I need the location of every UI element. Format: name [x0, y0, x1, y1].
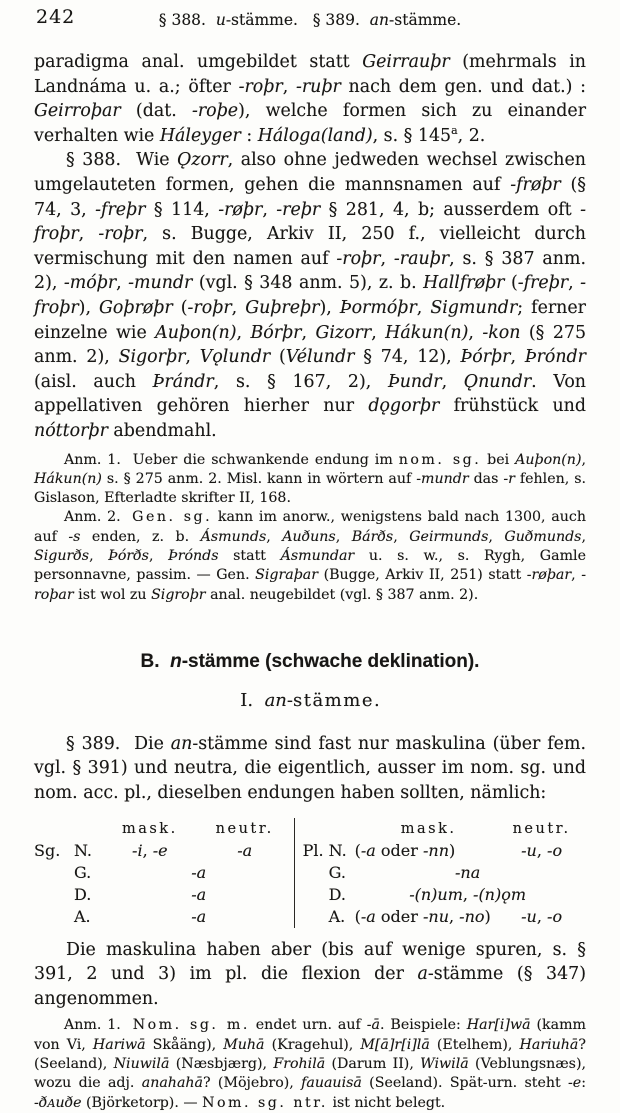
- pl-g-label: G.: [328, 863, 346, 883]
- sg-g-ending: -a: [191, 863, 207, 883]
- sg-mask-header: mask.: [121, 820, 178, 837]
- pl-n-label: N.: [328, 841, 347, 861]
- sg-n-neutr: -a: [237, 841, 253, 861]
- sg-d-label: D.: [73, 885, 92, 905]
- anm-388-2: Anm. 2. Gen. sg. kann im anorw., wenigstens bald nach 1300, auch auf -s enden, z. b. Ásmunds, Auðuns, Bárðs, Geirmunds, Guðmunds, Sigurðs, Þórðs, Þrónds statt Ásmundar u. s. w., s. Rygh, Gamle personnavne, passim. — Gen. Sigraþar (Bugge, Arkiv II, 251) statt -røþar, -roþar ist wol zu Sigroþr anal. neugebildet (vgl. § 387 anm. 2).: [34, 509, 586, 603]
- anm-388-1: Anm. 1. Ueber die schwankende endung im nom. sg. bei Auþon(n), Hákun(n) s. § 275 anm. 2. Misl. kann in wörtern auf -mundr das -r fehlen, s. Gislason, Efterladte skrifter II, 168.: [34, 451, 586, 507]
- page-number: 242: [36, 6, 76, 28]
- masculina-paragraph: Die maskulina haben aber (bis auf wenige spuren, s. § 391, 2 und 3) im pl. die flexion der a-stämme (§ 347) angenommen.: [34, 939, 586, 1009]
- pl-label: Pl.: [302, 841, 324, 861]
- section-388-paragraph: § 388. Wie Ǫzorr, also ohne jedweden wechsel zwischen umgelauteten formen, gehen die mannsnamen auf -frøþr (§ 74, 3, -freþr § 114, -røþr, -reþr § 281, 4, b; ausserdem oft -froþr, -roþr, s. Bugge, Arkiv II, 250 f., vielleicht durch vermischung mit den namen auf -roþr, -rauþr, s. § 387 anm. 2), -móþr, -mundr (vgl. § 348 anm. 5), z. b. Hallfrøþr (-freþr, -froþr), Goþrøþr (-roþr, Guþreþr), Þormóþr, Sigmundr; ferner einzelne wie Auþon(n), Bórþr, Gizorr, Hákun(n), -kon (§ 275 anm. 2), Sigorþr, Vǫlundr (Vélundr § 74, 12), Þórþr, Þróndr (aisl. auch Þrándr, s. § 167, 2), Þundr, Ǫnundr. Von appellativen gehören hierher nur dǫgorþr frühstück und nóttorþr abendmahl.: [34, 150, 587, 441]
- sg-g-label: G.: [73, 863, 92, 883]
- sg-n-label: N.: [73, 841, 92, 861]
- declension-table-singular: [34, 818, 294, 928]
- pl-d-ending: -(n)um, -(n)ǫm: [409, 885, 527, 905]
- sg-n-mask: -i, -e: [132, 841, 168, 861]
- section-b-heading: B. n-stämme (schwache deklination).: [140, 650, 480, 672]
- pl-neutr-header: neutr.: [512, 820, 571, 837]
- sg-a-label: A.: [73, 907, 91, 927]
- declension-table: [34, 818, 586, 928]
- running-head: § 388. u-stämme. § 389. an-stämme.: [158, 11, 462, 29]
- pl-n-neutr: -u, -o: [521, 841, 563, 861]
- pl-a-label: A.: [328, 907, 346, 927]
- pl-a-neutr: -u, -o: [521, 907, 563, 927]
- pl-a-mask: (-a oder -nu, -no): [354, 907, 491, 927]
- declension-table-plural: [294, 818, 586, 928]
- pl-d-label: D.: [328, 885, 346, 905]
- sg-neutr-header: neutr.: [215, 820, 274, 837]
- intro-paragraph: paradigma anal. umgebildet statt Geirrauþr (mehrmals in Landnáma u. a.; öfter -roþr, -ruþr nach dem gen. und dat.) : Geirroþar (dat. -roþe), welche formen sich zu einander verhalten wie Háleyger : Háloga(land), s. § 145$^a$, 2.: [34, 52, 587, 146]
- sg-a-ending: -a: [191, 907, 207, 927]
- section-389-paragraph: § 389. Die an-stämme sind fast nur maskulina (über fem. vgl. § 391) und neutra, die eigentlich, ausser im nom. sg. und nom. acc. pl., dieselben endungen haben sollten, nämlich:: [34, 733, 586, 804]
- pl-n-mask: (-a oder -nn): [354, 841, 456, 861]
- anm-389-1: Anm. 1. Nom. sg. m. endet urn. auf -ā. Beispiele: Har[i]wā (kamm von Vi, Hariwā Skåäng), Muhā (Kragehul), M[ā]r[i]lā (Etelhem), Hariuhā? (Seeland), Niuwilā (Næsbjærg), Frohilā (Darum II), Wiwilā (Veblungsnæs), wozu die adj. anahahā? (Möjebro), fauauisā (Seeland). Spät-urn. steht -e: -ðAuðe (Björketorp). — Nom. sg. ntr. ist nicht belegt.: [34, 1017, 587, 1111]
- sg-label: Sg.: [34, 841, 61, 861]
- pl-g-ending: -na: [454, 863, 481, 883]
- an-stems-subheading: I. an-stämme.: [240, 689, 380, 711]
- sg-d-ending: -a: [191, 885, 207, 905]
- pl-mask-header: mask.: [400, 820, 457, 837]
